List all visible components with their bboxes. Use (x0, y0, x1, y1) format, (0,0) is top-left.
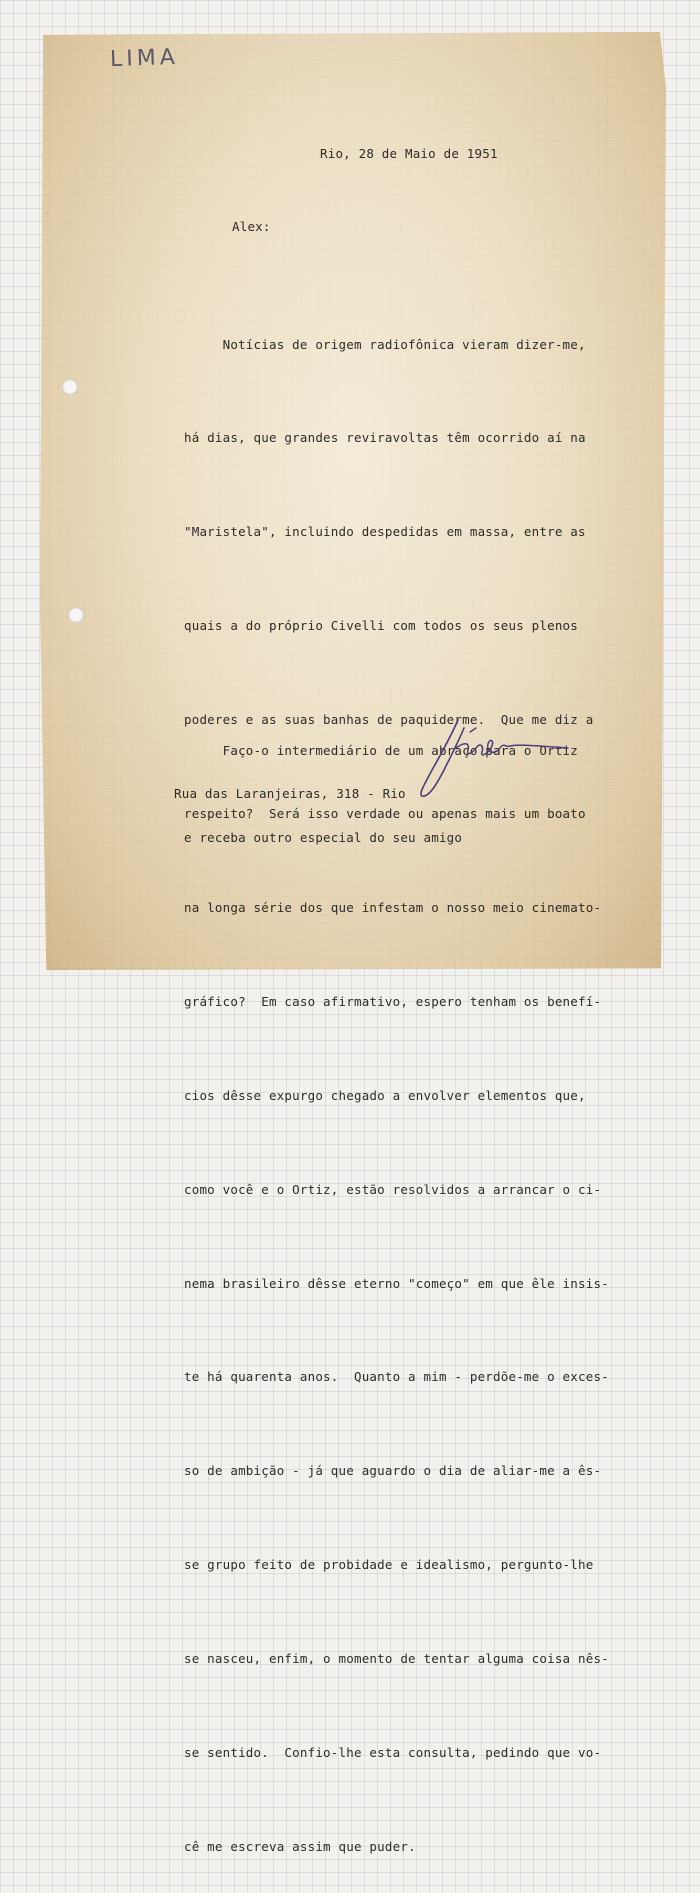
body-line: como você e o Ortiz, estão resolvidos a arrancar o ci- (184, 1181, 602, 1197)
letter-date: Rio, 28 de Maio de 1951 (320, 146, 498, 161)
closing-line: Faço-o intermediário de um abraço para o Ortiz (184, 743, 579, 758)
body-line: cios dêsse expurgo chegado a envolver elementos que, (184, 1087, 586, 1103)
letter-body (184, 266, 609, 1893)
body-line: "Maristela", incluindo despedidas em massa, entre as (184, 524, 586, 540)
body-line: se sentido. Confio-lhe esta consulta, pedindo que vo- (184, 1744, 602, 1760)
body-line: quais a do próprio Civelli com todos os seus plenos (184, 618, 579, 634)
body-line: gráfico? Em caso afirmativo, espero tenham os benefí- (184, 993, 602, 1009)
closing-line: e receba outro especial do seu amigo (184, 830, 463, 845)
punch-hole (62, 379, 78, 395)
body-line: poderes e as suas banhas de paquiderme. Que me diz a (184, 712, 594, 728)
body-line: se grupo feito de probidade e idealismo, pergunto-lhe (184, 1557, 594, 1573)
letter-salutation: Alex: (232, 219, 271, 234)
body-line: so de ambição - já que aguardo o dia de aliar-me a ês- (184, 1463, 602, 1479)
body-line: na longa série dos que infestam o nosso meio cinemato- (184, 899, 602, 915)
body-line: se nasceu, enfim, o momento de tentar alguma coisa nês- (184, 1651, 609, 1667)
body-line: nema brasileiro dêsse eterno "começo" em que êle insis- (184, 1275, 609, 1291)
body-line: respeito? Será isso verdade ou apenas mais um boato (184, 806, 586, 822)
body-line: há dias, que grandes reviravoltas têm ocorrido aí na (184, 430, 586, 446)
sender-address: Rua das Laranjeiras, 318 - Rio (174, 786, 406, 801)
body-line: te há quarenta anos. Quanto a mim - perdõe-me o exces- (184, 1369, 609, 1385)
handwritten-signature (410, 708, 580, 803)
corner-mark: LIMA (109, 44, 180, 73)
punch-hole (68, 607, 84, 623)
body-line: cê me escreva assim que puder. (184, 1838, 416, 1854)
body-line: Notícias de origem radiofônica vieram dizer-me, (184, 336, 586, 352)
